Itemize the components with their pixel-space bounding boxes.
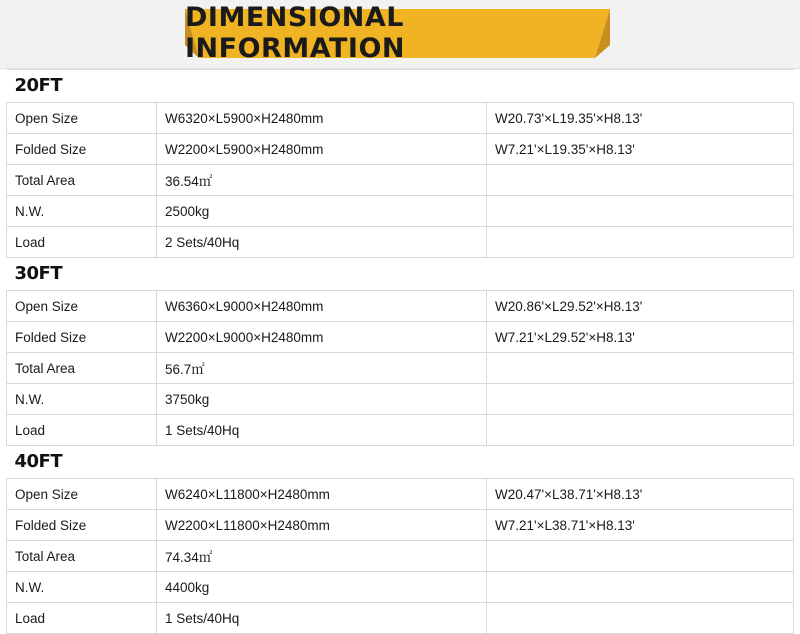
table-row	[7, 165, 794, 196]
table-row	[7, 479, 794, 510]
row-metric-value: 74.34㎡	[157, 541, 487, 572]
row-metric-value: W6360×L9000×H2480mm	[157, 291, 487, 322]
row-imperial-value: W7.21'×L19.35'×H8.13'	[487, 134, 794, 165]
dimensions-table	[6, 69, 794, 634]
table-row	[7, 134, 794, 165]
spec-sheet	[0, 69, 800, 634]
row-metric-value: 4400kg	[157, 572, 487, 603]
row-metric-value: 56.7㎡	[157, 353, 487, 384]
row-imperial-value	[487, 196, 794, 227]
row-metric-value: 2500kg	[157, 196, 487, 227]
table-row	[7, 603, 794, 634]
table-row	[7, 322, 794, 353]
row-imperial-value	[487, 603, 794, 634]
row-label: Open Size	[7, 479, 157, 510]
table-group-header	[7, 258, 794, 291]
row-label: Load	[7, 603, 157, 634]
row-label: Load	[7, 415, 157, 446]
row-metric-value: W2200×L9000×H2480mm	[157, 322, 487, 353]
table-group-header	[7, 70, 794, 103]
row-imperial-value: W20.86'×L29.52'×H8.13'	[487, 291, 794, 322]
row-imperial-value	[487, 541, 794, 572]
row-metric-value: 3750kg	[157, 384, 487, 415]
row-label: Open Size	[7, 103, 157, 134]
row-imperial-value: W20.73'×L19.35'×H8.13'	[487, 103, 794, 134]
table-row	[7, 541, 794, 572]
group-title: 20FT	[14, 75, 63, 96]
row-imperial-value	[487, 572, 794, 603]
row-label: Folded Size	[7, 322, 157, 353]
table-row	[7, 415, 794, 446]
row-imperial-value	[487, 415, 794, 446]
row-label: N.W.	[7, 196, 157, 227]
row-label: Total Area	[7, 165, 157, 196]
table-row	[7, 291, 794, 322]
row-metric-value: W2200×L11800×H2480mm	[157, 510, 487, 541]
row-label: Folded Size	[7, 510, 157, 541]
table-row	[7, 103, 794, 134]
table-row	[7, 572, 794, 603]
row-label: Total Area	[7, 541, 157, 572]
row-imperial-value	[487, 384, 794, 415]
row-label: Total Area	[7, 353, 157, 384]
row-label: Open Size	[7, 291, 157, 322]
row-imperial-value: W20.47'×L38.71'×H8.13'	[487, 479, 794, 510]
row-imperial-value	[487, 227, 794, 258]
row-imperial-value: W7.21'×L29.52'×H8.13'	[487, 322, 794, 353]
row-imperial-value	[487, 353, 794, 384]
page-title: DIMENSIONAL INFORMATION	[185, 1, 406, 64]
group-title: 30FT	[14, 263, 63, 284]
row-metric-value: 1 Sets/40Hq	[157, 415, 487, 446]
row-label: Load	[7, 227, 157, 258]
table-row	[7, 353, 794, 384]
group-title: 40FT	[14, 451, 63, 472]
table-group-header	[7, 446, 794, 479]
header-banner-area	[0, 0, 800, 69]
row-metric-value: 36.54㎡	[157, 165, 487, 196]
row-label: Folded Size	[7, 134, 157, 165]
row-metric-value: W6240×L11800×H2480mm	[157, 479, 487, 510]
title-banner	[185, 1, 610, 64]
row-label: N.W.	[7, 384, 157, 415]
table-row	[7, 227, 794, 258]
row-metric-value: W2200×L5900×H2480mm	[157, 134, 487, 165]
row-metric-value: W6320×L5900×H2480mm	[157, 103, 487, 134]
row-label: N.W.	[7, 572, 157, 603]
table-row	[7, 196, 794, 227]
row-imperial-value	[487, 165, 794, 196]
table-row	[7, 384, 794, 415]
table-row	[7, 510, 794, 541]
row-imperial-value: W7.21'×L38.71'×H8.13'	[487, 510, 794, 541]
row-metric-value: 2 Sets/40Hq	[157, 227, 487, 258]
row-metric-value: 1 Sets/40Hq	[157, 603, 487, 634]
